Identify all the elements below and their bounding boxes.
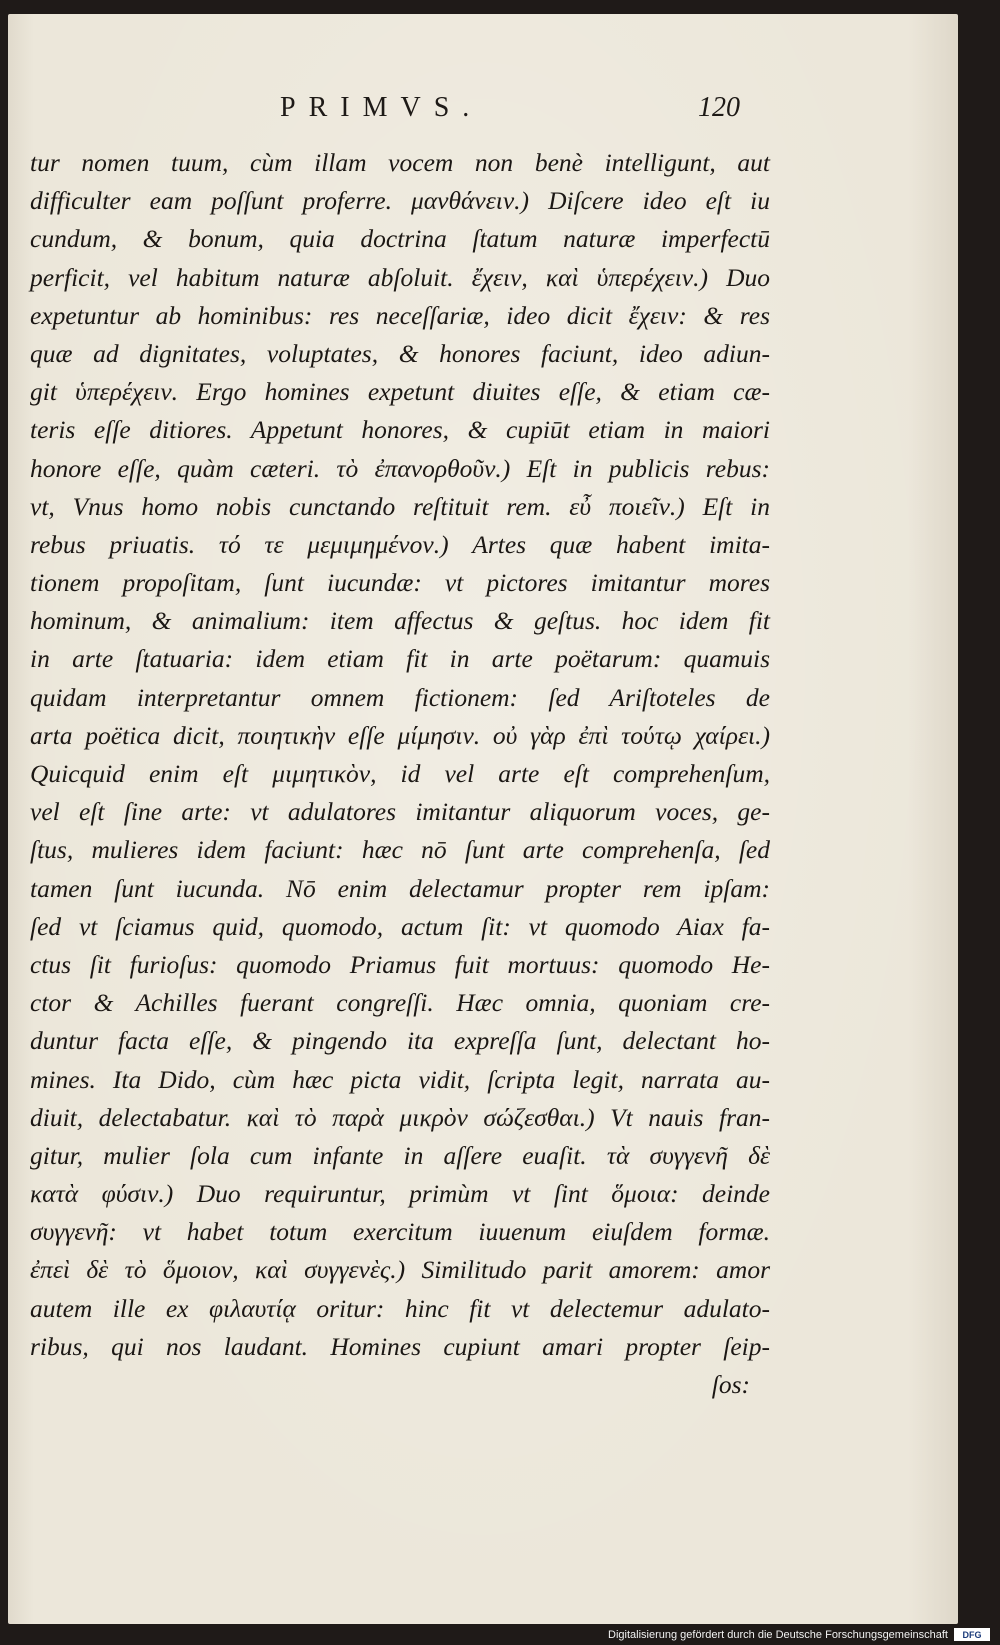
text-line: in arte ſtatuaria: idem etiam fit in arte poëtarum: quamuis: [30, 644, 770, 674]
text-line: ctor & Achilles fuerant congreſſi. Hæc omnia, quoniam cre-: [30, 988, 770, 1018]
text-line: κατὰ φύσιν.) Duo requiruntur, primùm vt ſint ὅμοια: deinde: [30, 1179, 770, 1209]
text-line: tur nomen tuum, cùm illam vocem non benè intelligunt, aut: [30, 148, 770, 177]
text-line: ribus, qui nos laudant. Homines cupiunt amari propter ſeip-: [30, 1331, 770, 1361]
text-line: mines. Ita Dido, cùm hæc picta vidit, ſcripta legit, narrata au-: [30, 1064, 770, 1094]
text-line: ſtus, mulieres idem faciunt: hæc nō ſunt arte comprehenſa, ſed: [30, 835, 770, 865]
text-line: ἐπεὶ δὲ τὸ ὅμοιον, καὶ συγγενὲς.) Similitudo parit amorem: amor: [30, 1255, 770, 1285]
dfg-logo-icon: [954, 1628, 990, 1641]
catchword: ſos:: [711, 1370, 750, 1399]
text-line: tamen ſunt iucunda. Nō enim delectamur propter rem ipſam:: [30, 873, 770, 903]
text-line: expetuntur ab hominibus: res neceſſariæ, ideo dicit ἔχειν: & res: [30, 300, 770, 330]
funding-credit: Digitalisierung gefördert durch die Deutsche Forschungsgemeinschaft: [608, 1629, 948, 1641]
text-line: Quicquid enim eſt μιμητικὸν, id vel arte eſt comprehenſum,: [30, 759, 770, 788]
text-line: difficulter eam poſſunt proferre. μανθάνειν.) Diſcere ideo eſt iu: [30, 186, 770, 216]
text-line: teris eſſe ditiores. Appetunt honores, & cupiūt etiam in maiori: [30, 415, 770, 445]
text-line: tionem propoſitam, ſunt iucundæ: vt pictores imitantur mores: [30, 568, 770, 598]
text-line: honore eſſe, quàm cæteri. τὸ ἐπανορθοῦν.) Eſt in publicis rebus:: [30, 453, 770, 483]
text-line: vel eſt ſine arte: vt adulatores imitantur aliquorum voces, ge-: [30, 797, 770, 827]
text-line: diuit, delectabatur. καὶ τὸ παρὰ μικρὸν σώζεσθαι.) Vt nauis fran-: [30, 1102, 770, 1132]
text-line: duntur facta eſſe, & pingendo ita expreſſa ſunt, delectant ho-: [30, 1026, 770, 1056]
text-line: gitur, mulier ſola cum infante in aſſere euaſit. τὰ συγγενῆ δὲ: [30, 1140, 770, 1170]
running-head: PRIMVS.: [280, 92, 483, 123]
text-line: vt, Vnus homo nobis cunctando reſtituit rem. εὖ ποιεῖν.) Eſt in: [30, 491, 770, 521]
text-line: autem ille ex φιλαυτίᾳ oritur: hinc fit vt delectemur adulato-: [30, 1293, 770, 1323]
text-line: git ὑπερέχειν. Ergo homines expetunt diuites eſſe, & etiam cæ-: [30, 377, 770, 407]
text-line: quæ ad dignitates, voluptates, & honores faciunt, ideo adiun-: [30, 338, 770, 368]
text-line: hominum, & animalium: item affectus & geſtus. hoc idem fit: [30, 606, 770, 636]
text-line: cundum, & bonum, quia doctrina ſtatum naturæ imperfectū: [30, 224, 770, 254]
body-text: [30, 144, 770, 1404]
book-page: [8, 14, 958, 1624]
text-line: rebus priuatis. τό τε μεμιμημένον.) Artes quæ habent imita-: [30, 529, 770, 559]
dfg-logo-text: DFG: [962, 1629, 982, 1640]
text-line: perficit, vel habitum naturæ abſoluit. ἔχειν, καὶ ὑπερέχειν.) Duo: [30, 262, 770, 292]
text-line: arta poëtica dicit, ποιητικὴν eſſe μίμησιν. οὐ γὰρ ἐπὶ τούτῳ χαίρει.): [30, 720, 770, 750]
text-line: ctus ſit furioſus: quomodo Priamus fuit mortuus: quomodo He-: [30, 949, 770, 979]
text-line: συγγενῆ: vt habet totum exercitum iuuenum eiuſdem formæ.: [30, 1217, 770, 1247]
text-line: quidam interpretantur omnem fictionem: ſed Ariſtoteles de: [30, 682, 770, 712]
text-line: ſed vt ſciamus quid, quomodo, actum ſit: vt quomodo Aiax fa-: [30, 911, 770, 941]
page-number: 120: [698, 92, 740, 123]
